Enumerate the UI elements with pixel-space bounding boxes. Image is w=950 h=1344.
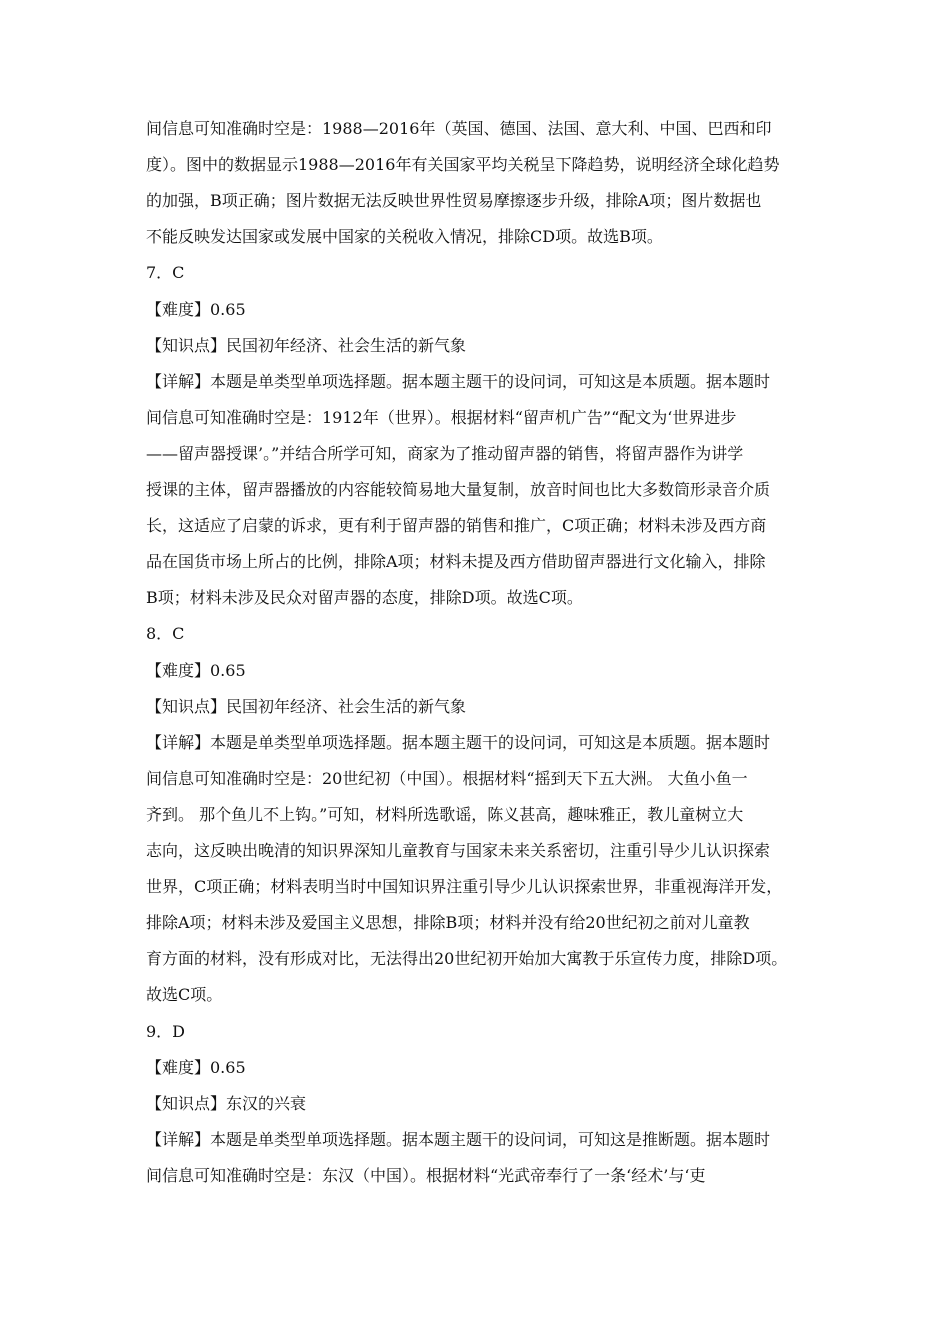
difficulty: 【难度】0.65: [146, 300, 246, 319]
text-line: 排除A项；材料未涉及爱国主义思想，排除B项；材料并没有给20世纪初之前对儿童教: [146, 913, 750, 932]
question-number: 9．D: [146, 1022, 186, 1041]
text-line: 的加强，B项正确；图片数据无法反映世界性贸易摩擦逐步升级，排除A项；图片数据也: [146, 191, 762, 210]
text-line: 世界，C项正确；材料表明当时中国知识界注重引导少儿认识探索世界，非重视海洋开发，: [146, 877, 783, 896]
text-line: 度）。图中的数据显示1988—2016年有关国家平均关税呈下降趋势，说明经济全球化趋势: [146, 155, 780, 174]
explanation-line: 【详解】本题是单类型单项选择题。据本题主题干的设问词，可知这是本质题。据本题时: [146, 372, 771, 391]
text-line: 不能反映发达国家或发展中国家的关税收入情况，排除CD项。故选B项。: [146, 227, 663, 246]
text-line: 间信息可知准确时空是：20世纪初（中国）。根据材料“摇到天下五大洲。 大鱼小鱼一: [146, 769, 748, 788]
text-line: 品在国货市场上所占的比例，排除A项；材料未提及西方借助留声器进行文化输入，排除: [146, 552, 766, 571]
text-line: 志向，这反映出晚清的知识界深知儿童教育与国家未来关系密切，注重引导少儿认识探索: [146, 841, 771, 860]
knowledge-point: 【知识点】东汉的兴衰: [146, 1094, 307, 1113]
text-line: 间信息可知准确时空是：东汉（中国）。根据材料“光武帝奉行了一条‘经术’与‘吏: [146, 1166, 706, 1185]
text-line: 间信息可知准确时空是：1988—2016年（英国、德国、法国、意大利、中国、巴西和印: [146, 119, 772, 138]
explanation-line: 【详解】本题是单类型单项选择题。据本题主题干的设问词，可知这是本质题。据本题时: [146, 733, 771, 752]
question-number: 7．C: [146, 263, 185, 282]
question-number: 8．C: [146, 624, 185, 643]
text-line: 齐到。 那个鱼儿不上钩。”可知，材料所选歌谣，陈义甚高，趣味雅正，教儿童树立大: [146, 805, 744, 824]
text-line: ——留声器授课’。”并结合所学可知，商家为了推动留声器的销售，将留声器作为讲学: [146, 444, 744, 463]
text-line: 育方面的材料，没有形成对比，无法得出20世纪初开始加大寓教于乐宣传力度，排除D项。: [146, 949, 788, 968]
difficulty: 【难度】0.65: [146, 1058, 246, 1077]
text-line: B项；材料未涉及民众对留声器的态度，排除D项。故选C项。: [146, 588, 583, 607]
difficulty: 【难度】0.65: [146, 661, 246, 680]
explanation-line: 【详解】本题是单类型单项选择题。据本题主题干的设问词，可知这是推断题。据本题时: [146, 1130, 771, 1149]
text-line: 间信息可知准确时空是：1912年（世界）。根据材料“留声机广告”“配文为‘世界进步: [146, 408, 737, 427]
text-line: 故选C项。: [146, 985, 223, 1004]
knowledge-point: 【知识点】民国初年经济、社会生活的新气象: [146, 336, 467, 355]
text-line: 授课的主体，留声器播放的内容能较简易地大量复制，放音时间也比大多数筒形录音介质: [146, 480, 771, 499]
knowledge-point: 【知识点】民国初年经济、社会生活的新气象: [146, 697, 467, 716]
text-line: 长，这适应了启蒙的诉求，更有利于留声器的销售和推广，C项正确；材料未涉及西方商: [146, 516, 767, 535]
